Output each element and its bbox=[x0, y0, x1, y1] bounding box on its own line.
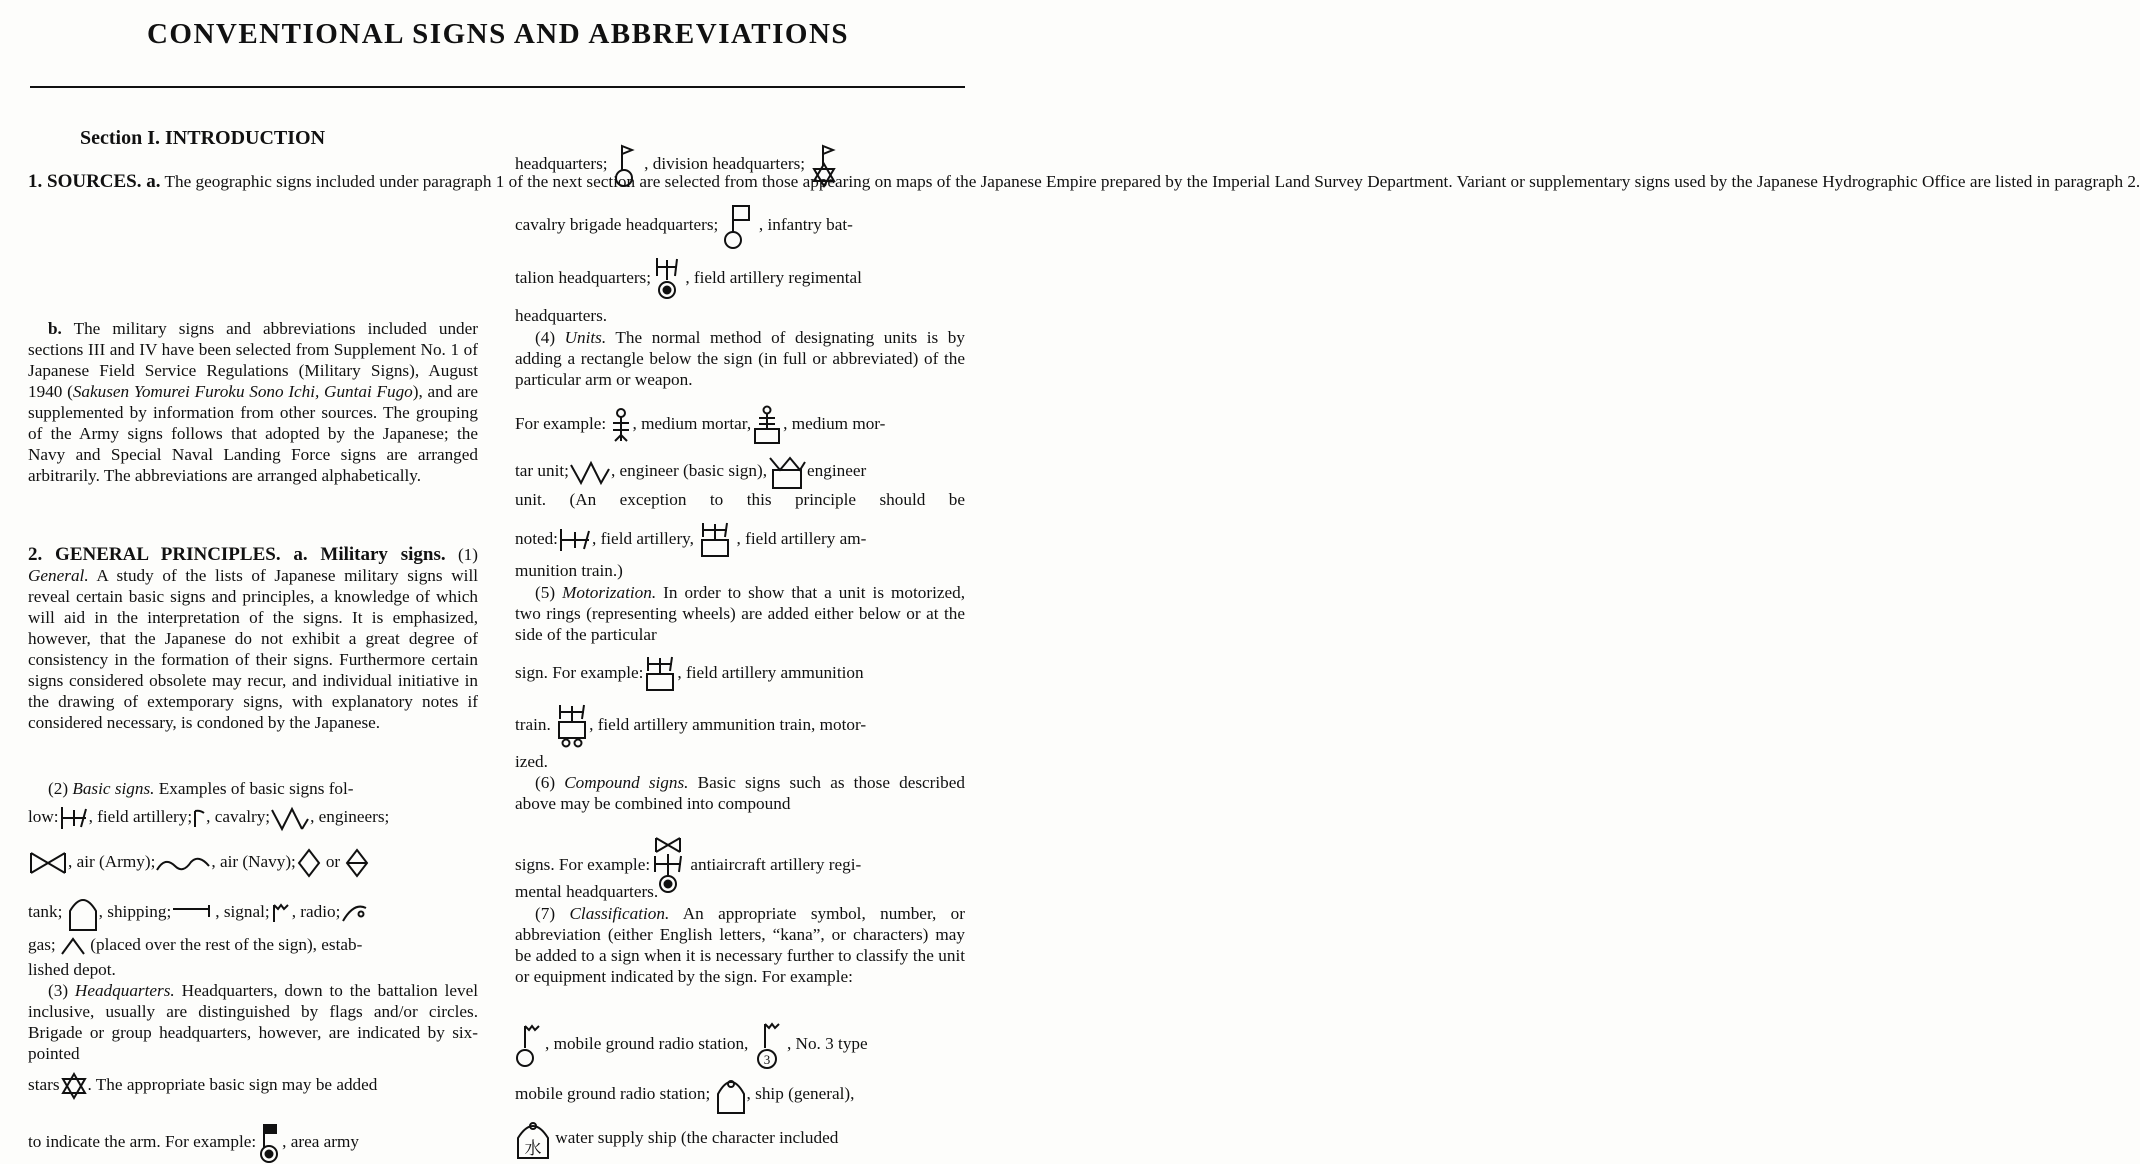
r5-c: , medium mor- bbox=[783, 414, 885, 433]
hq-italic: Headquarters. bbox=[75, 981, 175, 1000]
para-headquarters bbox=[28, 980, 478, 1064]
hq-num: (3) bbox=[48, 981, 75, 1000]
r15-a: , mobile ground radio station, bbox=[545, 1034, 748, 1053]
army-hq-flag-icon bbox=[612, 142, 640, 188]
principles-italic: General. bbox=[28, 566, 89, 585]
mobile-radio-station-icon bbox=[515, 1022, 545, 1068]
r6-c: engineer bbox=[807, 461, 866, 480]
para-sources bbox=[28, 171, 478, 192]
area-army-hq-icon bbox=[256, 1122, 282, 1164]
sources-b-label: b. bbox=[48, 319, 62, 338]
title-rule bbox=[30, 86, 965, 88]
r10-b: , field artillery ammunition bbox=[677, 663, 863, 682]
right-line-14: mental headquarters. bbox=[515, 881, 658, 902]
right-line-15 bbox=[515, 1020, 868, 1070]
r5-b: , medium mortar, bbox=[632, 414, 751, 433]
section-heading: Section I. INTRODUCTION bbox=[80, 127, 325, 150]
ship-general-icon bbox=[715, 1074, 747, 1116]
class-italic: Classification. bbox=[569, 904, 669, 923]
r2-a: cavalry brigade headquarters; bbox=[515, 215, 718, 234]
basic-italic: Basic signs. bbox=[72, 779, 154, 798]
sources-heading: 1. SOURCES. a. bbox=[28, 171, 161, 192]
cavalry-icon bbox=[192, 807, 206, 829]
motor-italic: Motorization. bbox=[562, 583, 656, 602]
para-principles bbox=[28, 544, 478, 733]
stars-b: . The appropriate basic sign may be added bbox=[88, 1075, 378, 1094]
right-line-5 bbox=[515, 405, 885, 445]
basic-l4-b: (placed over the rest of the sign), estab- bbox=[90, 935, 362, 954]
basic-l3-c: , signal; bbox=[215, 902, 269, 921]
right-line-16 bbox=[515, 1074, 854, 1116]
r5-a: For example: bbox=[515, 414, 606, 433]
tank-diamond-icon bbox=[296, 848, 322, 878]
para-motorization bbox=[515, 582, 965, 645]
motorized-ammunition-train-icon bbox=[555, 703, 589, 749]
division-hq-icon bbox=[809, 142, 839, 188]
basic-num: (2) bbox=[48, 779, 72, 798]
basic-l1-b: , field artillery; bbox=[89, 807, 193, 826]
six-pointed-star-icon bbox=[60, 1072, 88, 1100]
r3-b: , field artillery regimental bbox=[685, 268, 862, 287]
para-basic bbox=[28, 778, 478, 799]
type-3-label: 3 bbox=[763, 1052, 770, 1067]
medium-mortar-unit-icon bbox=[751, 405, 783, 445]
r1-a: headquarters; bbox=[515, 154, 608, 173]
last-b: , area army bbox=[282, 1132, 359, 1151]
r8-b: , field artillery, bbox=[592, 529, 694, 548]
motor-num: (5) bbox=[535, 583, 562, 602]
right-line-17 bbox=[515, 1118, 838, 1160]
r17-a: water supply ship (the character included bbox=[555, 1128, 838, 1147]
basic-l1-d: , engineers; bbox=[310, 807, 389, 826]
field-artillery-icon bbox=[59, 805, 89, 831]
principles-text: A study of the lists of Japanese military signs will reveal certain basic signs and principles, a knowledge of which will aid in the interpretation of the signs. It is emphasized, however, that the Japanese do not exhibit a great degree of consistency in the formation of their signs. Furthermore certain signs considered obsolete may recur, and individual initiative in the drawing of extemporary signs, with explanatory notes if considered necessary, is condoned by the Japanese. bbox=[28, 566, 478, 732]
mortar-unit-engineer-icon bbox=[569, 459, 611, 485]
units-text: The normal method of designating units is by adding a rectangle below the sign (in full or abbreviated) of the particular arm or weapon. bbox=[515, 328, 965, 389]
r16-b: , ship (general), bbox=[747, 1084, 855, 1103]
r8-c: , field artillery am- bbox=[737, 529, 867, 548]
right-line-2 bbox=[515, 202, 853, 250]
hq-text: Headquarters, down to the battalion level inclusive, usually are distinguished by flags and/or circles. Brigade or group headquarters, however, are indicated by six-pointed bbox=[28, 981, 478, 1063]
right-line-6 bbox=[515, 454, 866, 490]
water-supply-ship-icon bbox=[515, 1118, 551, 1160]
right-line-4: headquarters. bbox=[515, 305, 607, 326]
right-line-1 bbox=[515, 142, 839, 188]
r16-a: mobile ground radio station; bbox=[515, 1084, 710, 1103]
basic-text: Examples of basic signs fol- bbox=[154, 779, 353, 798]
gas-icon bbox=[340, 902, 370, 924]
right-line-12: ized. bbox=[515, 751, 548, 772]
sources-b-italic: Sakusen Yomurei Furoku Sono Ichi, Guntai Fugo bbox=[73, 382, 413, 401]
sources-b-text2: ), and are supplemented by information from other sources. The grouping of the Army signs follows that adopted by the Japanese; the Navy and Special Naval Landing Force signs are arranged arbitrarily. The abbreviations are arranged alphabetically. bbox=[28, 382, 478, 485]
cavalry-brigade-hq-icon bbox=[723, 202, 755, 250]
basic-l3-a: tank; bbox=[28, 902, 62, 921]
engineer-unit-icon bbox=[767, 454, 807, 490]
no3-radio-station-icon bbox=[753, 1020, 783, 1070]
principles-num: (1) bbox=[446, 545, 478, 564]
basic-l1-c: , cavalry; bbox=[206, 807, 270, 826]
comp-num: (6) bbox=[535, 773, 564, 792]
medium-mortar-icon bbox=[610, 407, 632, 443]
right-line-10 bbox=[515, 655, 864, 693]
engineers-icon bbox=[270, 805, 310, 831]
para-compound bbox=[515, 772, 965, 814]
tank-variant-icon bbox=[344, 848, 370, 878]
ammunition-train-icon-2 bbox=[643, 655, 677, 693]
r1-b: , division headquarters; bbox=[644, 154, 805, 173]
units-num: (4) bbox=[535, 328, 565, 347]
water-character: 水 bbox=[525, 1139, 542, 1159]
air-army-icon bbox=[28, 850, 68, 876]
right-line-8 bbox=[515, 521, 866, 559]
para-units bbox=[515, 327, 965, 390]
basic-line-4 bbox=[28, 934, 362, 956]
para-sources-b bbox=[28, 318, 478, 486]
para-classification bbox=[515, 903, 965, 987]
r11-b: , field artillery ammunition train, motor- bbox=[589, 715, 866, 734]
r13-a: signs. For example: bbox=[515, 855, 650, 874]
field-artillery-icon-2 bbox=[558, 527, 592, 553]
stars-a: stars bbox=[28, 1075, 60, 1094]
sources-a-text: The geographic signs included under paragraph 1 of the next section are selected from those appearing on maps of the Japanese Empire prepared by the Imperial Land Survey Department. Variant or supplementary signs used by the Japanese Hydrographic Office are listed in paragraph 2. bbox=[165, 172, 2140, 191]
right-line-3 bbox=[515, 256, 862, 302]
r15-b: , No. 3 type bbox=[787, 1034, 868, 1053]
shipping-icon bbox=[67, 893, 99, 933]
principles-heading: 2. GENERAL PRINCIPLES. a. Military signs. bbox=[28, 544, 446, 565]
comp-italic: Compound signs. bbox=[564, 773, 688, 792]
r11-a: train. bbox=[515, 715, 551, 734]
sources-b-text1: The military signs and abbreviations included under sections III and IV have been selected from Supplement No. 1 of Japanese Field Service Regulations (Military Signs), August 1940 ( bbox=[28, 319, 478, 401]
air-navy-icon bbox=[155, 852, 211, 874]
r6-a: tar unit; bbox=[515, 461, 569, 480]
basic-l2-b: , air (Navy); bbox=[211, 852, 295, 871]
last-a: to indicate the arm. For example: bbox=[28, 1132, 256, 1151]
basic-line-5: lished depot. bbox=[28, 959, 116, 980]
basic-l3-b: , shipping; bbox=[99, 902, 172, 921]
basic-line-1 bbox=[28, 805, 389, 831]
r8-a: noted: bbox=[515, 529, 558, 548]
basic-line-3 bbox=[28, 893, 370, 933]
stars-line bbox=[28, 1072, 377, 1100]
signal-icon bbox=[171, 903, 215, 923]
basic-line-2 bbox=[28, 848, 370, 878]
basic-l2-or: or bbox=[326, 852, 340, 871]
class-text: An appropriate symbol, number, or abbreviation (either English letters, “kana”, or characters) may be added to a sign when it is necessary further to classify the unit or equipment indicated by the sign. For example: bbox=[515, 904, 965, 986]
right-line-7: unit. (An exception to this principle should be bbox=[515, 489, 965, 510]
right-line-11 bbox=[515, 703, 866, 749]
depot-icon bbox=[60, 936, 86, 956]
motor-text: In order to show that a unit is motorized, two rings (representing wheels) are added either below or at the side of the particular bbox=[515, 583, 965, 644]
units-italic: Units. bbox=[565, 328, 607, 347]
r6-b: , engineer (basic sign), bbox=[611, 461, 767, 480]
r3-a: talion headquarters; bbox=[515, 268, 651, 287]
ammunition-train-icon bbox=[698, 521, 732, 559]
right-line-9: munition train.) bbox=[515, 560, 623, 581]
comp-text: Basic signs such as those described above may be combined into compound bbox=[515, 773, 965, 813]
basic-l4-a: gas; bbox=[28, 935, 56, 954]
r13-b: antiaircraft artillery regi- bbox=[690, 855, 861, 874]
infantry-battalion-hq-icon bbox=[651, 256, 681, 302]
basic-l2-a: , air (Army); bbox=[68, 852, 155, 871]
radio-icon bbox=[270, 902, 292, 924]
basic-l3-d: , radio; bbox=[292, 902, 341, 921]
r10-a: sign. For example: bbox=[515, 663, 643, 682]
basic-l1-a: low: bbox=[28, 807, 59, 826]
r2-b: , infantry bat- bbox=[759, 215, 853, 234]
page-title: CONVENTIONAL SIGNS AND ABBREVIATIONS bbox=[0, 18, 996, 51]
last-line bbox=[28, 1122, 359, 1164]
class-num: (7) bbox=[535, 904, 569, 923]
